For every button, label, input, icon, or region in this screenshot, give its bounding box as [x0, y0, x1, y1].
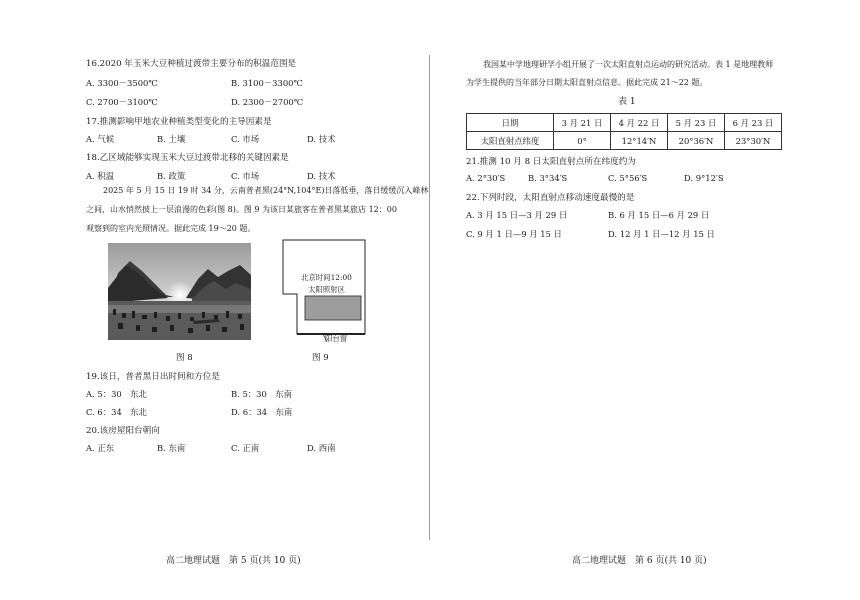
table-cell: 太阳直射点纬度: [467, 132, 554, 150]
q21-option-c[interactable]: C. 5°56′S: [608, 173, 648, 183]
q19-option-b[interactable]: B. 5：30 东南: [231, 389, 292, 399]
question-18-stem: 18.乙区域能够实现玉米大豆过渡带北移的关键因素是: [86, 153, 289, 163]
q20-option-b[interactable]: B. 东南: [157, 443, 186, 453]
figure-8-caption: 图 8: [176, 353, 193, 363]
figure-8-photo: [108, 243, 251, 340]
sunset-landscape-image: [108, 243, 251, 340]
q16-option-d[interactable]: D. 2300－2700℃: [231, 97, 304, 107]
q19-option-c[interactable]: C. 6：34 东北: [86, 407, 147, 417]
q18-option-a[interactable]: A. 积温: [86, 171, 115, 181]
q17-option-b[interactable]: B. 土壤: [157, 134, 186, 144]
q17-option-a[interactable]: A. 气候: [86, 134, 115, 144]
q16-option-a[interactable]: A. 3300－3500℃: [86, 78, 158, 88]
question-17-stem: 17.推测影响甲地农业种植类型变化的主导因素是: [86, 117, 272, 127]
table-row: [467, 132, 782, 150]
table-header-cell: 4 月 22 日: [611, 114, 668, 132]
table-header-cell: 3 月 21 日: [554, 114, 611, 132]
q22-option-b[interactable]: B. 6 月 15 日—6 月 29 日: [608, 210, 710, 220]
question-19-stem: 19.该日，普者黑日出时间和方位是: [86, 372, 220, 382]
question-20-stem: 20.该房屋阳台朝向: [86, 426, 160, 436]
q16-option-c[interactable]: C. 2700－3100℃: [86, 97, 158, 107]
figure-9-diagram: [265, 238, 375, 343]
q18-option-d[interactable]: D. 技术: [307, 171, 336, 181]
right-intro-line-1: 我国某中学地理研学小组开展了一次太阳直射点运动的研究活动。表 1 是地理教师: [483, 60, 774, 69]
q22-option-d[interactable]: D. 12 月 1 日—12 月 15 日: [608, 229, 715, 239]
table-header-cell: 6 月 23 日: [725, 114, 782, 132]
q20-option-a[interactable]: A. 正东: [86, 443, 115, 453]
fig9-window-label: 阳台窗: [325, 334, 348, 343]
question-16-stem: 16.2020 年玉米大豆种植过渡带主要分布的积温范围是: [86, 59, 297, 69]
q21-option-b[interactable]: B. 3°34′S: [528, 173, 568, 183]
table-header-cell: 日期: [467, 114, 554, 132]
intro-line-1: 2025 年 5 月 15 日 19 时 34 分，云南普者黑(24°N,104°E)日落低垂，落日缓缓沉入峰林: [103, 186, 429, 195]
table-header-cell: 5 月 23 日: [668, 114, 725, 132]
q22-option-a[interactable]: A. 3 月 15 日—3 月 29 日: [466, 210, 568, 220]
fig9-sun-area-label: 太阳照射区: [308, 285, 345, 294]
page-5-footer: 高二地理试题 第 5 页(共 10 页): [166, 556, 301, 566]
intro-line-2: 之间，山水悄然披上一层浪漫的色彩(图 8)。图 9 为该日某旅客在普者黑某旅店 12：00: [86, 205, 397, 214]
q21-option-a[interactable]: A. 2°30′S: [466, 173, 506, 183]
q21-option-d[interactable]: D. 9°12′S: [684, 173, 724, 183]
q20-option-d[interactable]: D. 西南: [307, 443, 336, 453]
table-header-row: [467, 114, 782, 132]
table-1-title: 表 1: [618, 97, 636, 107]
q16-option-b[interactable]: B. 3100－3300℃: [231, 78, 303, 88]
table-cell: 12°14′N: [611, 132, 668, 150]
intro-line-3: 观察到的室内光照情况。据此完成 19～20 题。: [86, 224, 256, 233]
q19-option-d[interactable]: D. 6：34 东南: [231, 407, 293, 417]
q20-option-c[interactable]: C. 正南: [231, 443, 260, 453]
q18-option-b[interactable]: B. 政策: [157, 171, 186, 181]
q18-option-c[interactable]: C. 市场: [231, 171, 260, 181]
q22-option-c[interactable]: C. 9 月 1 日—9 月 15 日: [466, 229, 562, 239]
sun-latitude-table: [466, 113, 782, 150]
page-divider: [429, 55, 430, 540]
question-22-stem: 22.下列时段，太阳直射点移动速度最慢的是: [466, 193, 635, 203]
question-21-stem: 21.推测 10 月 8 日太阳直射点所在纬度约为: [466, 157, 636, 167]
table-cell: 23°30′N: [725, 132, 782, 150]
page-6-footer: 高二地理试题 第 6 页(共 10 页): [572, 556, 707, 566]
table-cell: 0°: [554, 132, 611, 150]
figure-9-caption: 图 9: [312, 353, 329, 363]
q19-option-a[interactable]: A. 5：30 东北: [86, 389, 147, 399]
q17-option-d[interactable]: D. 技术: [307, 134, 336, 144]
table-cell: 20°36′N: [668, 132, 725, 150]
fig9-time-label: 北京时间12:00: [301, 273, 352, 282]
right-intro-line-2: 为学生提供的当年部分日期太阳直射点信息。据此完成 21～22 题。: [466, 78, 708, 87]
q17-option-c[interactable]: C. 市场: [231, 134, 260, 144]
